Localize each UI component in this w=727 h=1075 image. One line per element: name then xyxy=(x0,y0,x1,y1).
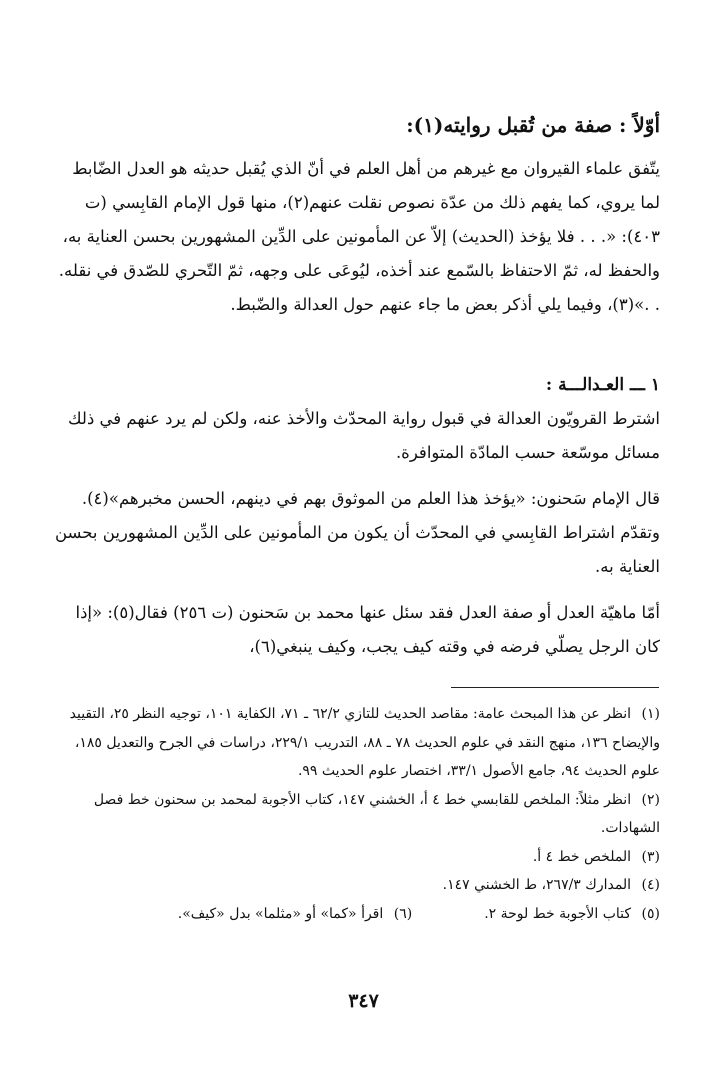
footnote-text: كتاب الأجوبة خط لوحة ٢. xyxy=(484,905,632,922)
footnote-number: (٣) xyxy=(641,848,660,865)
footnote-number: (٦) xyxy=(393,905,413,922)
footnote-text: الملخص خط ٤ أ. xyxy=(532,848,632,865)
footnote-text: انظر مثلاً: الملخص للقابسي خط ٤ أ، الخشني ١٤٧، كتاب الأجوبة لمحمد بن سحنون خط فصل الشهادات. xyxy=(93,791,660,836)
page-number: ٣٤٧ xyxy=(348,990,379,1012)
footnote-5-6 xyxy=(52,900,660,929)
paragraph-2: اشترط القرويّون العدالة في قبول رواية المحدّث والأخذ عنه، ولكن لم يرد عنهم في ذلك مسائل موسّعة حسب المادّة المتوافرة. xyxy=(68,409,660,462)
footnote-number: (٤) xyxy=(641,877,660,893)
footnote-number: (٢) xyxy=(641,791,660,808)
footnote-text: المدارك ٢٦٧/٣، ط الخشني ١٤٧. xyxy=(442,877,632,893)
footnote-5 xyxy=(484,900,660,929)
footnote-number: (١) xyxy=(641,706,660,722)
footnote-text: انظر عن هذا المبحث عامة: مقاصد الحديث للتازي ٦٢/٢ ـ ٧١، الكفاية ١٠١، توجيه النظر ٢٥، التقييد والإيضاح ١٣٦، منهج النقد في علوم الحديث ٧٨ ـ ٨٨، التدريب ٢٢٩/١، دراسات في الجرح والتعديل ١٨٥، علوم الحديث ٩٤، جامع الأصول ٣٣/١، اختصار علوم الحديث ٩٩. xyxy=(69,706,660,779)
footnote-text: اقرأ «كما» أو «مثلما» بدل «كيف». xyxy=(177,905,384,922)
footnote-6 xyxy=(178,900,412,929)
paragraph-3: قال الإمام سَحنون: «يؤخذ هذا العلم من الموثوق بهم في دينهم، الحسن مخبرهم»(٤). وتقدّم اشتراط القابِسي في المحدّث أن يكون من المأمونين على الدِّين المشهورين بحسن العناية به. xyxy=(55,489,660,576)
footnote-separator xyxy=(451,687,659,688)
paragraph-4: أمّا ماهيّة العدل أو صفة العدل فقد سئل عنها محمد بن سَحنون (ت ٢٥٦) فقال(٥): «إذا كان الرجل يصلّي فرضه في وقته كيف يجب، وكيف ينبغي(٦)، xyxy=(75,603,660,656)
footnote-1 xyxy=(52,700,660,786)
footnote-4 xyxy=(52,871,660,900)
footnote-2 xyxy=(52,786,660,843)
subheading-adala: ١ ـــ العـدالـــة : xyxy=(545,375,660,395)
footnotes xyxy=(52,700,660,928)
footnote-number: (٥) xyxy=(641,905,660,922)
section-heading: أوّلاً : صفة من تُقبل روايته(١): xyxy=(406,113,660,137)
footnote-3 xyxy=(52,843,660,872)
paragraph-1: يتّفق علماء القيروان مع غيرهم من أهل العلم في أنّ الذي يُقبل حديثه هو العدل الضّابط لما يروي، كما يفهم ذلك من عدّة نصوص نقلت عنهم(٢)، منها قول الإمام القابِسي (ت ٤٠٣): «. . . فلا يؤخذ (الحديث) إلاّ عن المأمونين على الدِّين المشهورين بحسن العناية به، والحفظ له، ثمّ الاحتفاظ بالسّمع عند أخذه، ليُوعَى على وجهه، ثمّ التّحري للصّدق في نقله. . .»(٣)، وفيما يلي أذكر بعض ما جاء عنهم حول العدالة والضّبط. xyxy=(58,159,660,314)
